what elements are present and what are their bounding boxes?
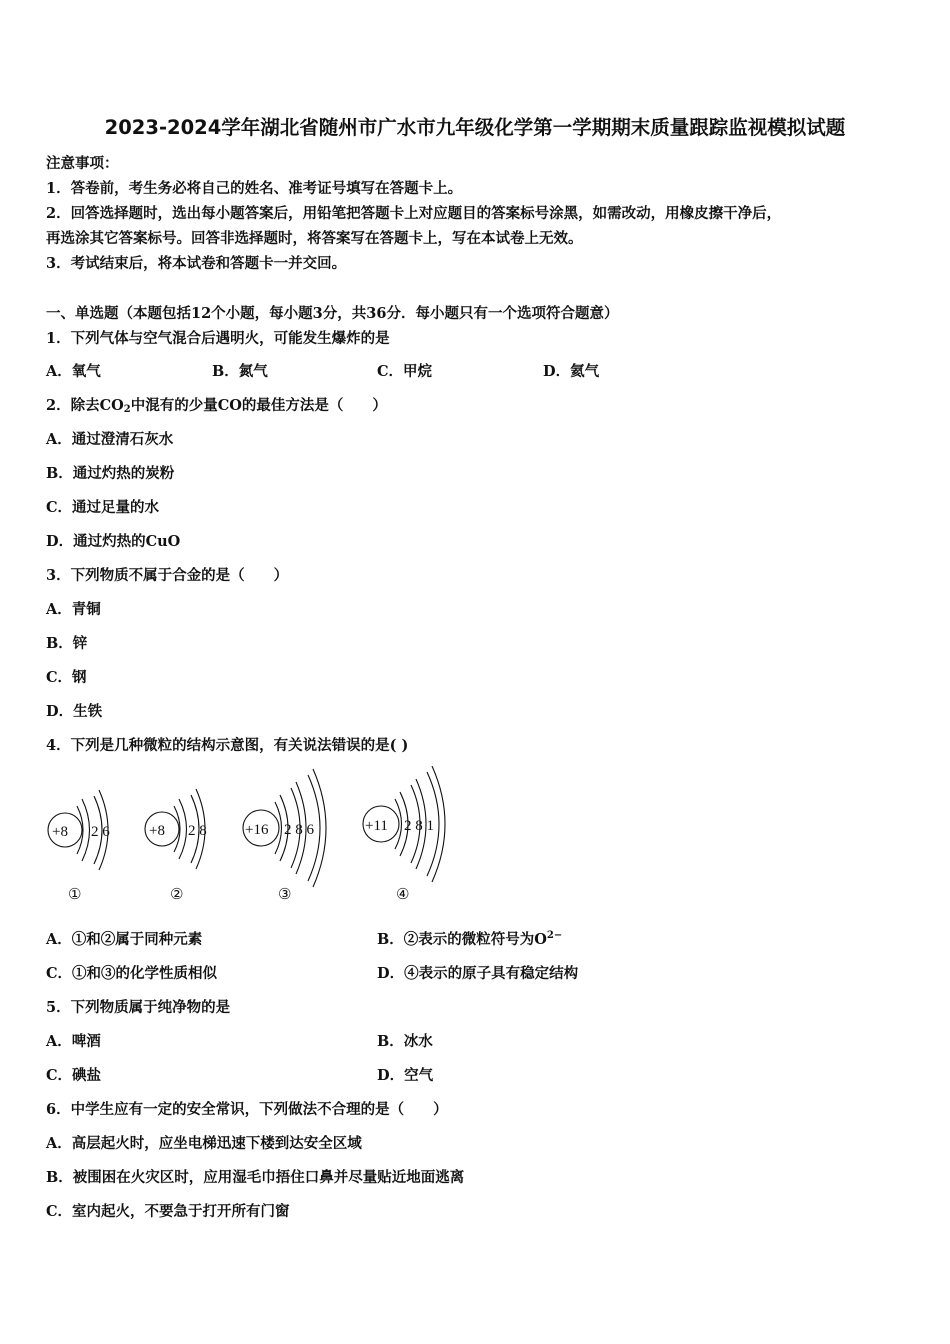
q1-option-d: D．氦气	[543, 363, 600, 380]
q4-option-b-charge: 2−	[546, 930, 563, 941]
notice-item: 再选涂其它答案标号。回答非选择题时，将答案写在答题卡上，写在本试卷上无效。	[46, 230, 583, 247]
q4-option-d: D．④表示的原子具有稳定结构	[377, 965, 579, 982]
q4-option-b	[377, 928, 562, 949]
q4-option-c: C．①和③的化学性质相似	[46, 965, 218, 982]
q2-stem-sub: 2	[123, 404, 131, 415]
particle-label: ④	[396, 885, 410, 903]
electron-counts: 2 8 6	[284, 822, 314, 838]
electron-counts: 2 6	[91, 824, 110, 840]
question-5-stem: 5．下列物质属于纯净物的是	[46, 999, 231, 1016]
q2-option-c: C．通过足量的水	[46, 499, 160, 516]
nucleus-charge: +8	[149, 823, 165, 839]
q2-stem-post: 中混有的少量CO的最佳方法是（ ）	[130, 397, 387, 414]
q2-stem-pre: 2．除去CO	[46, 397, 124, 414]
q5-option-a: A．啤酒	[46, 1033, 101, 1050]
electron-counts: 2 8 1	[404, 818, 434, 834]
q3-option-c: C．钢	[46, 669, 87, 686]
q5-option-d: D．空气	[377, 1067, 434, 1084]
nucleus-charge: +11	[365, 818, 388, 834]
question-1-stem: 1．下列气体与空气混合后遇明火，可能发生爆炸的是	[46, 330, 390, 347]
question-3-stem: 3．下列物质不属于合金的是（ ）	[46, 567, 289, 584]
q1-option-c: C．甲烷	[377, 363, 433, 380]
particle-structure-diagram	[44, 766, 454, 906]
notice-heading: 注意事项：	[46, 155, 119, 172]
notice-item: 3．考试结束后，将本试卷和答题卡一并交回。	[46, 255, 347, 272]
q2-option-d: D．通过灼热的CuO	[46, 533, 181, 550]
q3-option-a: A．青铜	[46, 601, 101, 618]
nucleus-charge: +8	[52, 824, 68, 840]
q4-option-b-text: B．②表示的微粒符号为O	[377, 931, 547, 948]
page-title: 2023-2024学年湖北省随州市广水市九年级化学第一学期期末质量跟踪监视模拟试题	[104, 116, 846, 139]
electron-shell-arc	[275, 802, 282, 854]
question-6-stem: 6．中学生应有一定的安全常识，下列做法不合理的是（ ）	[46, 1101, 448, 1118]
q6-option-a: A．高层起火时，应坐电梯迅速下楼到达安全区域	[46, 1135, 362, 1152]
notice-item: 2．回答选择题时，选出每小题答案后，用铅笔把答题卡上对应题目的答案标号涂黑，如需改动，用橡皮擦干净后，	[46, 205, 782, 222]
electron-shell-arc	[395, 799, 402, 849]
q1-option-b: B．氮气	[212, 363, 268, 380]
q1-option-a: A．氧气	[46, 363, 101, 380]
q5-option-c: C．碘盐	[46, 1067, 102, 1084]
q3-option-d: D．生铁	[46, 703, 103, 720]
electron-counts: 2 8	[188, 823, 207, 839]
section-heading: 一、单选题（本题包括12个小题，每小题3分，共36分．每小题只有一个选项符合题意）	[46, 305, 619, 322]
nucleus-charge: +16	[245, 822, 269, 838]
q6-option-b: B．被围困在火灾区时，应用湿毛巾捂住口鼻并尽量贴近地面逃离	[46, 1169, 465, 1186]
particle-label: ①	[68, 885, 82, 903]
particle-label: ③	[278, 885, 292, 903]
particle-label: ②	[170, 885, 184, 903]
q3-option-b: B．锌	[46, 635, 88, 652]
question-2-stem	[46, 394, 387, 415]
notice-item: 1．答卷前，考生务必将自己的姓名、准考证号填写在答题卡上。	[46, 180, 463, 197]
q2-option-b: B．通过灼热的炭粉	[46, 465, 175, 482]
q6-option-c: C．室内起火，不要急于打开所有门窗	[46, 1203, 290, 1220]
q2-option-a: A．通过澄清石灰水	[46, 431, 174, 448]
q5-option-b: B．冰水	[377, 1033, 433, 1050]
question-4-stem: 4．下列是几种微粒的结构示意图，有关说法错误的是( )	[46, 737, 409, 754]
q4-option-a: A．①和②属于同种元素	[46, 931, 203, 948]
